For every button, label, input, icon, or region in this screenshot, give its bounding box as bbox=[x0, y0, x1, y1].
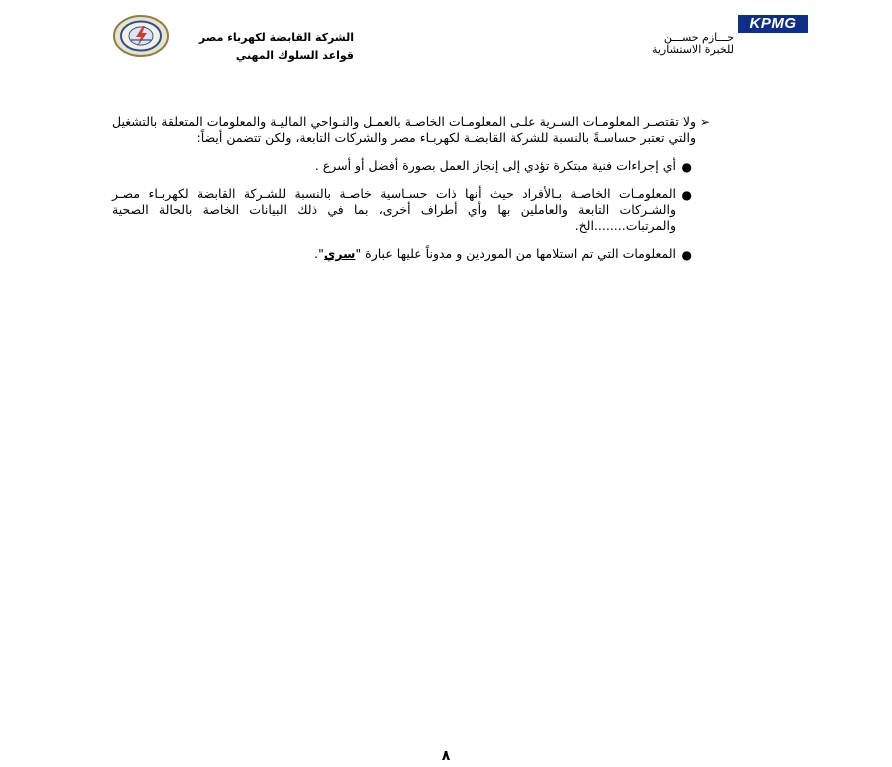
company-name: الشركة القابضة لكهرباء مصر bbox=[198, 31, 354, 44]
list-item-text: المعلومات التي تم استلامها من الموردين و مدوناً عليها عبارة " bbox=[355, 246, 676, 261]
body-content bbox=[112, 114, 710, 274]
bullet-dot-icon: ● bbox=[681, 188, 692, 202]
list-item-text: المعلومـات الخاصـة بـالأفراد حيث أنها ذات حسـاسية خاصـة بالنسبة للشـركة القابضة لكهربـاء مصـر والشـركات التابعة والعاملين بها وأي أطراف أخرى، بما في ذلك البيانات الخاصة بالحالة الصحية والمرتبات........الخ. bbox=[112, 186, 676, 233]
company-seal-logo bbox=[112, 14, 170, 58]
intro-paragraph bbox=[112, 114, 710, 146]
bullet-list bbox=[112, 158, 710, 262]
list-item bbox=[112, 158, 692, 174]
confidential-term: سري bbox=[323, 246, 356, 261]
intro-text: ولا تقتصـر المعلومـات السـرية علـى المعلومـات الخاصـة بالعمـل والنـواحي الماليـة والمعلومات المتعلقة بالتشغيل والتي تعتبر حساسـةً بالنسبة للشركة القابضـة لكهربـاء مصر والشركات التابعة، ولكن تتضمن أيضاً: bbox=[112, 114, 696, 145]
kpmg-logo: KPMG bbox=[738, 15, 808, 33]
list-item-text: أي إجراءات فنية مبتكرة تؤدي إلى إنجاز العمل بصورة أفضل أو أسرع . bbox=[314, 158, 676, 173]
list-item-text-end: ". bbox=[314, 246, 324, 261]
arrow-bullet-icon: ➢ bbox=[699, 115, 710, 129]
bullet-dot-icon: ● bbox=[681, 248, 692, 262]
consultant-department: للخبرة الاستشارية bbox=[651, 43, 734, 56]
consultant-name: حـــازم حســـن bbox=[663, 31, 734, 44]
list-item bbox=[112, 246, 692, 262]
document-subtitle: قواعد السلوك المهني bbox=[235, 49, 354, 62]
page-number: ٨ bbox=[441, 748, 451, 764]
bullet-dot-icon: ● bbox=[681, 160, 692, 174]
list-item bbox=[112, 186, 692, 234]
